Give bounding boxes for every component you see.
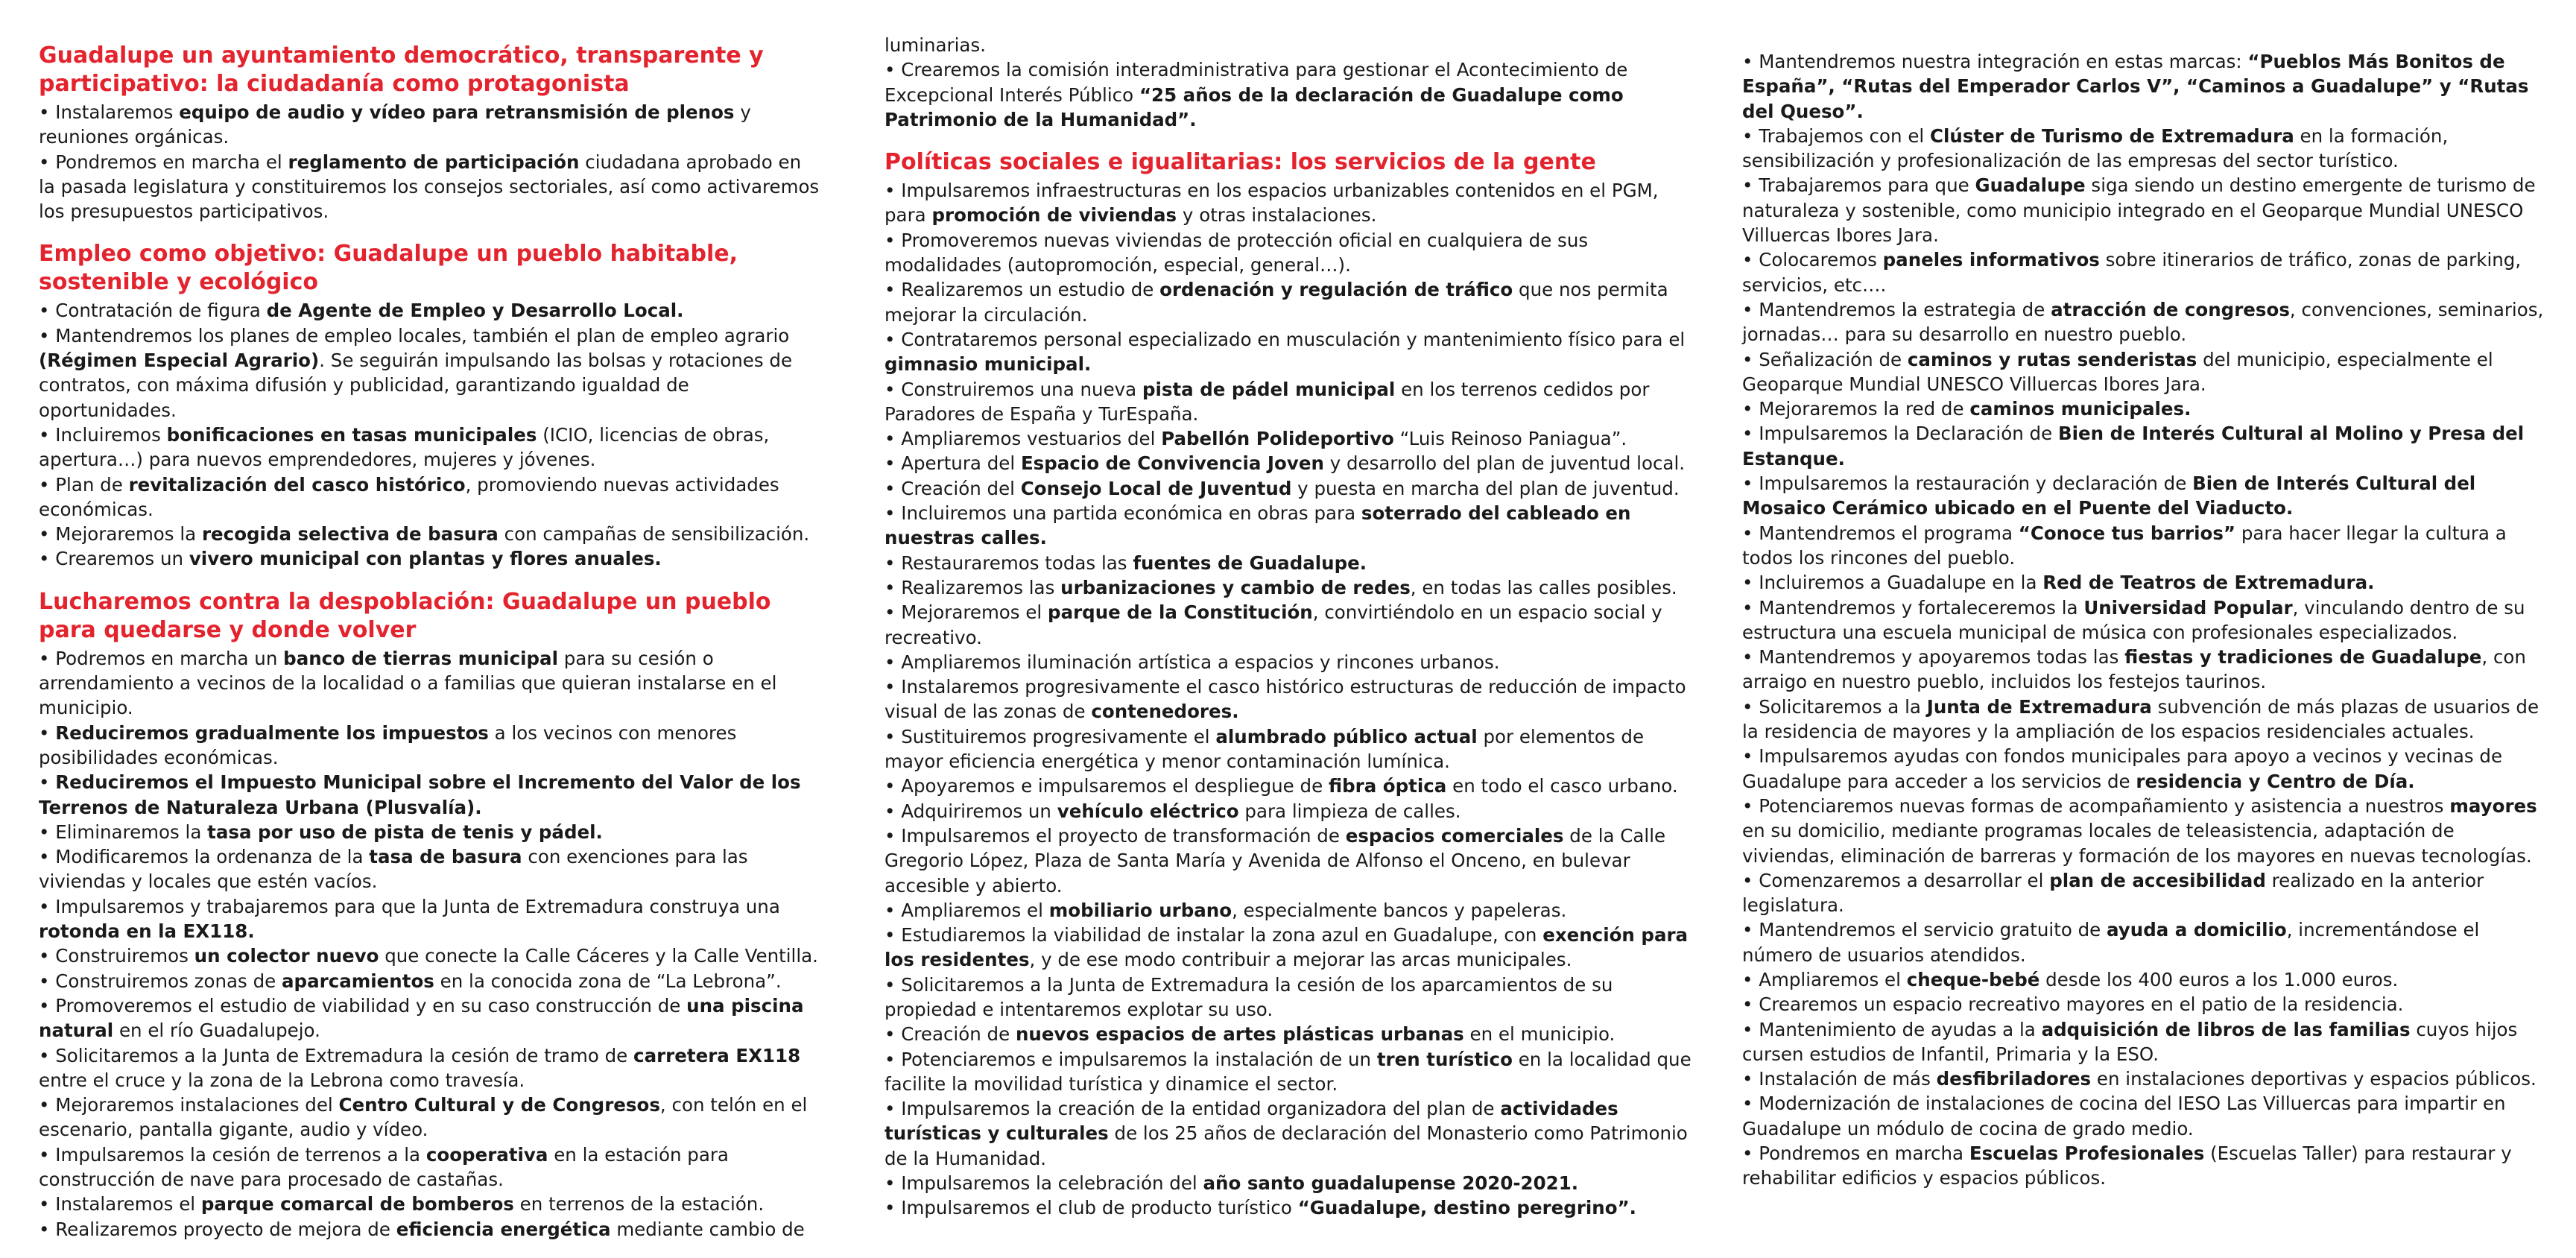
item-text-bold: Consejo Local de Juventud bbox=[1020, 477, 1292, 499]
item-text-bold: desfibriladores bbox=[1936, 1068, 2092, 1090]
item-text: • Sustituiremos progresivamente el bbox=[884, 725, 1216, 747]
item-text: • Instalaremos progresivamente el casco histórico estructuras de reducción de impacto visual de las zonas de bbox=[884, 676, 1686, 723]
list-item bbox=[39, 1043, 823, 1093]
item-text: • Modificaremos la ordenanza de la bbox=[39, 846, 370, 868]
item-text: , incrementándose el número de usuarios atendidos. bbox=[1742, 919, 2480, 966]
list-item bbox=[1742, 744, 2547, 794]
list-item bbox=[1742, 49, 2547, 124]
list-item bbox=[884, 774, 1693, 798]
item-text: • Mejoraremos el bbox=[884, 601, 1048, 624]
item-text-bold: vehículo eléctrico bbox=[1057, 800, 1239, 822]
item-text: entre el cruce y la zona de la Lebrona como travesía. bbox=[39, 1069, 525, 1091]
item-text: • Contrataremos personal especializado en musculación y mantenimiento físico para el bbox=[884, 328, 1686, 350]
list-item bbox=[39, 100, 823, 150]
list-item bbox=[884, 575, 1693, 600]
item-text-bold: nuevos espacios de artes plásticas urbanas bbox=[1015, 1023, 1464, 1046]
item-text: , y de ese modo contribuir a mejorar las arcas municipales. bbox=[1029, 949, 1572, 971]
item-text: • Solicitaremos a la bbox=[1742, 695, 1927, 718]
section bbox=[39, 588, 823, 1242]
item-text: • Mantendremos los planes de empleo locales, también el plan de empleo agrario bbox=[39, 324, 790, 347]
item-text: en los terrenos cedidos por Paradores de España y TurEspaña. bbox=[884, 378, 1650, 425]
item-text-bold: un colector nuevo bbox=[194, 945, 379, 967]
item-text: • Apoyaremos e impulsaremos el despliegue de bbox=[884, 775, 1329, 797]
item-text: • Realizaremos proyecto de mejora de bbox=[39, 1218, 396, 1240]
list-item bbox=[884, 451, 1693, 475]
list-item bbox=[39, 894, 823, 944]
item-text: • Crearemos un bbox=[39, 548, 189, 570]
item-text-bold: una piscina natural bbox=[39, 994, 804, 1042]
item-text-bold: urbanizaciones y cambio de redes bbox=[1060, 576, 1411, 598]
item-text-bold: parque de la Constitución bbox=[1048, 601, 1313, 624]
item-text: • Contratación de figura bbox=[39, 300, 267, 322]
item-text-bold: alumbrado público actual bbox=[1215, 725, 1478, 747]
list-item bbox=[1742, 595, 2547, 645]
list-item bbox=[39, 522, 823, 546]
section bbox=[39, 240, 823, 571]
list-item bbox=[1742, 1091, 2547, 1141]
item-text: que conecte la Calle Cáceres y la Calle Ventilla. bbox=[379, 945, 818, 967]
item-text-bold: cooperativa bbox=[425, 1143, 548, 1166]
item-text: • Plan de bbox=[39, 473, 129, 496]
section-heading: Políticas sociales e igualitarias: los servicios de la gente bbox=[884, 149, 1596, 176]
list-item bbox=[39, 1142, 823, 1192]
list-item bbox=[884, 1096, 1693, 1171]
item-text: con campañas de sensibilización. bbox=[498, 523, 810, 546]
item-text: • Instalaremos el bbox=[39, 1193, 201, 1216]
item-text: , en todas las calles posibles. bbox=[1410, 576, 1677, 598]
item-text: mediante cambio de bbox=[610, 1218, 805, 1240]
list-item bbox=[884, 973, 1693, 1022]
item-text: • Mantendremos y apoyaremos todas las bbox=[1742, 646, 2125, 668]
item-text: , con telón en el escenario, pantalla gigante, audio y vídeo. bbox=[39, 1094, 808, 1141]
column-1 bbox=[39, 42, 823, 1258]
list-item bbox=[1742, 521, 2547, 571]
item-text: • Construiremos bbox=[39, 945, 194, 967]
list-item bbox=[884, 1022, 1693, 1046]
list-item bbox=[884, 327, 1693, 377]
list-item bbox=[1742, 247, 2547, 297]
list-item bbox=[884, 551, 1693, 575]
list-item bbox=[39, 969, 823, 993]
item-text: • Crearemos un espacio recreativo mayores en el patio de la residencia. bbox=[1742, 993, 2404, 1016]
list-item bbox=[884, 33, 1693, 57]
list-item bbox=[1742, 794, 2547, 868]
item-text: • Trabajaremos para que bbox=[1742, 174, 1975, 197]
item-text: • Mantendremos el programa bbox=[1742, 522, 2019, 544]
item-text-bold: actividades turísticas y culturales bbox=[884, 1098, 1618, 1145]
item-text: • Comenzaremos a desarrollar el bbox=[1742, 869, 2050, 891]
list-item bbox=[884, 178, 1693, 228]
item-text: a los vecinos con menores posibilidades económicas. bbox=[39, 721, 737, 768]
item-text-bold: Universidad Popular bbox=[2083, 596, 2293, 619]
list-item bbox=[39, 646, 823, 721]
list-item bbox=[1742, 471, 2547, 521]
list-item bbox=[884, 650, 1693, 674]
item-text: ciudadana aprobado en la pasada legislatura y constituiremos los consejos sectoriales, así como activaremos los presupuestos participativos. bbox=[39, 151, 820, 223]
list-item bbox=[1742, 347, 2547, 397]
item-text-bold: mobiliario urbano bbox=[1048, 899, 1232, 921]
item-text-bold: Guadalupe bbox=[1975, 174, 2086, 197]
item-text: • Solicitaremos a la Junta de Extremadura la cesión de tramo de bbox=[39, 1044, 634, 1066]
item-text: “Luis Reinoso Paniagua”. bbox=[1393, 428, 1627, 450]
item-text: • Eliminaremos la bbox=[39, 821, 208, 843]
item-text: realizado en la anterior legislatura. bbox=[1742, 869, 2484, 917]
item-text: • Modernización de instalaciones de cocina del IESO Las Villuercas para impartir en Guadalupe un módulo de cocina de grado medio. bbox=[1742, 1093, 2506, 1140]
list-item bbox=[1742, 695, 2547, 745]
item-text-bold: residencia y Centro de Día. bbox=[2136, 770, 2415, 792]
item-text: , promoviendo nuevas actividades económicas. bbox=[39, 473, 779, 520]
item-text: • Impulsaremos el club de producto turístico bbox=[884, 1197, 1298, 1219]
item-text: en instalaciones deportivas y espacios públicos. bbox=[2091, 1068, 2537, 1090]
item-text-bold: gimnasio municipal. bbox=[884, 353, 1092, 376]
item-text: • Potenciaremos e impulsaremos la instalación de un bbox=[884, 1048, 1377, 1070]
item-text-bold: cheque-bebé bbox=[1906, 968, 2040, 990]
list-item bbox=[39, 150, 823, 224]
section-heading: Empleo como objetivo: Guadalupe un pueblo habitable, sostenible y ecológico bbox=[39, 241, 738, 296]
list-item bbox=[39, 423, 823, 472]
item-text-bold: de Agente de Empleo y Desarrollo Local. bbox=[266, 300, 684, 322]
item-text: • Mantendremos el servicio gratuito de bbox=[1742, 919, 2107, 941]
item-text: • Solicitaremos a la Junta de Extremadura la cesión de los aparcamientos de su propiedad e intentaremos explotar su uso. bbox=[884, 973, 1613, 1020]
item-text: • Creación del bbox=[884, 477, 1021, 499]
list-item bbox=[1742, 396, 2547, 421]
item-text: que nos permita mejorar la circulación. bbox=[884, 279, 1668, 326]
item-text-bold: caminos y rutas senderistas bbox=[1907, 348, 2197, 370]
item-text: • Impulsaremos infraestructuras en los espacios urbanizables contenidos en el PGM, para bbox=[884, 180, 1659, 227]
item-text-bold: ayuda a domicilio bbox=[2107, 919, 2287, 941]
item-text: • Ampliaremos el bbox=[884, 899, 1049, 921]
item-text-bold: exención para los residentes bbox=[884, 924, 1689, 971]
item-text: • Impulsaremos ayudas con fondos municipales para apoyo a vecinos y vecinas de Guadalupe para acceder a los servicios de bbox=[1742, 745, 2503, 792]
list-item bbox=[39, 1093, 823, 1142]
list-item bbox=[884, 898, 1693, 923]
item-text-bold: vivero municipal con plantas y flores anuales. bbox=[189, 548, 662, 570]
item-text: • Podremos en marcha un bbox=[39, 647, 284, 669]
item-text: • Impulsaremos la restauración y declaración de bbox=[1742, 472, 2193, 495]
item-text-bold: Espacio de Convivencia Joven bbox=[1020, 452, 1324, 475]
list-item bbox=[39, 1192, 823, 1216]
item-text: en todo el casco urbano. bbox=[1446, 775, 1678, 797]
list-item bbox=[39, 298, 823, 323]
item-text: • Señalización de bbox=[1742, 348, 1908, 370]
item-text-bold: mayores bbox=[2449, 794, 2537, 817]
item-text-bold: parque comarcal de bomberos bbox=[200, 1193, 514, 1216]
list-item bbox=[884, 57, 1693, 132]
item-text: • Impulsaremos y trabajaremos para que la Junta de Extremadura construya una bbox=[39, 895, 780, 917]
item-text-bold: espacios comerciales bbox=[1345, 824, 1564, 847]
item-text: para limpieza de calles. bbox=[1238, 800, 1461, 822]
item-text: • Construiremos una nueva bbox=[884, 378, 1142, 400]
item-text: • Crearemos la comisión interadministrativa para gestionar el Acontecimiento de Excepcional Interés Público bbox=[884, 59, 1628, 106]
item-text-bold: aparcamientos bbox=[282, 970, 434, 992]
item-text-bold: adquisición de libros de las familias bbox=[2041, 1018, 2411, 1040]
list-item bbox=[1742, 1141, 2547, 1191]
item-text-bold: revitalización del casco histórico bbox=[128, 473, 466, 496]
item-text: en su domicilio, mediante programas locales de teleasistencia, adaptación de viviendas, eliminación de barreras y formación de los mayores en nuevas tecnologías. bbox=[1742, 820, 2532, 867]
item-text: • bbox=[39, 721, 56, 744]
item-text: • Apertura del bbox=[884, 452, 1021, 475]
item-text-bold: fuentes de Guadalupe. bbox=[1133, 551, 1367, 574]
item-text: , convenciones, seminarios, jornadas… para su desarrollo en nuestro pueblo. bbox=[1742, 298, 2544, 346]
list-item bbox=[1742, 868, 2547, 918]
list-item bbox=[884, 426, 1693, 451]
section bbox=[1742, 49, 2547, 1191]
section bbox=[884, 148, 1693, 1220]
item-text-bold: “25 años de la declaración de Guadalupe como Patrimonio de la Humanidad”. bbox=[884, 83, 1624, 130]
list-item bbox=[39, 323, 823, 423]
list-item bbox=[1742, 297, 2547, 347]
item-text: y puesta en marcha del plan de juventud. bbox=[1291, 477, 1680, 499]
item-text: • Incluiremos a Guadalupe en la bbox=[1742, 572, 2043, 594]
list-item bbox=[39, 546, 823, 571]
item-text-bold: “Conoce tus barrios” bbox=[2018, 522, 2236, 544]
item-text: • Ampliaremos el bbox=[1742, 968, 1907, 990]
item-text-bold: Bien de Interés Cultural al Molino y Presa del Estanque. bbox=[1742, 423, 2525, 470]
item-text-bold: rotonda en la EX118. bbox=[39, 920, 255, 943]
item-text-bold: ordenación y regulación de tráfico bbox=[1159, 279, 1513, 301]
item-text: con exenciones para las viviendas y locales que estén vacíos. bbox=[39, 846, 748, 893]
item-text: y desarrollo del plan de juventud local. bbox=[1323, 452, 1686, 475]
item-text: • Impulsaremos la celebración del bbox=[884, 1172, 1203, 1195]
list-item bbox=[884, 799, 1693, 824]
list-item bbox=[884, 674, 1693, 724]
item-text-bold: Escuelas Profesionales bbox=[1969, 1142, 2205, 1165]
item-text: • Restauraremos todas las bbox=[884, 551, 1133, 574]
column-2 bbox=[884, 33, 1693, 1237]
list-item bbox=[1742, 1017, 2547, 1067]
item-text: • Promoveremos el estudio de viabilidad y en su caso construcción de bbox=[39, 994, 687, 1017]
item-text-bold: paneles informativos bbox=[1882, 249, 2100, 271]
list-item bbox=[39, 770, 823, 820]
list-item bbox=[1742, 421, 2547, 471]
list-item bbox=[884, 377, 1693, 427]
item-text-bold: “Pueblos Más Bonitos de España”, “Rutas del Emperador Carlos V”, “Caminos a Guadalupe” y “Rutas del Queso”. bbox=[1742, 51, 2529, 122]
item-text: en el municipio. bbox=[1463, 1023, 1615, 1046]
item-text-bold: tren turístico bbox=[1376, 1048, 1513, 1070]
item-text: desde los 400 euros a los 1.000 euros. bbox=[2039, 968, 2399, 990]
list-item bbox=[1742, 1066, 2547, 1091]
item-text: para hacer llegar la cultura a todos los rincones del pueblo. bbox=[1742, 522, 2507, 569]
item-text-bold: bonificaciones en tasas municipales bbox=[166, 423, 537, 446]
item-text: en la formación, sensibilización y profesionalización de las empresas del sector turístico. bbox=[1742, 124, 2449, 172]
item-text: , especialmente bancos y papeleras. bbox=[1232, 899, 1567, 921]
item-text: de la Calle Gregorio López, Plaza de Santa María y Avenida de Alfonso el Onceno, en bulevar accesible y abierto. bbox=[884, 824, 1666, 897]
item-text: • Construiremos zonas de bbox=[39, 970, 282, 992]
item-text-bold: Red de Teatros de Extremadura. bbox=[2042, 572, 2375, 594]
item-text-bold: “Guadalupe, destino peregrino”. bbox=[1297, 1197, 1636, 1219]
list-item bbox=[1742, 645, 2547, 695]
item-text: en la estación para construcción de nave para procesado de castañas. bbox=[39, 1143, 729, 1190]
list-item bbox=[39, 844, 823, 894]
item-text-bold: atracción de congresos bbox=[2051, 298, 2290, 320]
item-text: • Incluiremos bbox=[39, 423, 167, 446]
item-text: y reuniones orgánicas. bbox=[39, 101, 751, 148]
item-text: • Potenciaremos nuevas formas de acompañamiento y asistencia a nuestros bbox=[1742, 794, 2450, 817]
item-text: • Mejoraremos instalaciones del bbox=[39, 1094, 339, 1116]
item-text: • Promoveremos nuevas viviendas de protección oficial en cualquiera de sus modalidades (autopromoción, especial, general…). bbox=[884, 229, 1589, 276]
list-item bbox=[884, 1047, 1693, 1097]
section-heading: Lucharemos contra la despoblación: Guadalupe un pueblo para quedarse y donde volver bbox=[39, 588, 771, 643]
item-text-bold: (Régimen Especial Agrario) bbox=[39, 350, 320, 372]
section bbox=[884, 33, 1693, 132]
item-text: • Creación de bbox=[884, 1023, 1016, 1046]
list-item bbox=[1742, 173, 2547, 247]
item-text: • Pondremos en marcha el bbox=[39, 151, 288, 173]
list-item bbox=[39, 721, 823, 771]
item-text: en terrenos de la estación. bbox=[513, 1193, 765, 1216]
item-text: • Incluiremos una partida económica en obras para bbox=[884, 502, 1361, 525]
item-text-bold: año santo guadalupense 2020-2021. bbox=[1203, 1172, 1579, 1195]
item-text: de los 25 años de declaración del Monasterio como Patrimonio de la Humanidad. bbox=[884, 1122, 1688, 1169]
item-text-bold: caminos municipales. bbox=[1969, 398, 2192, 420]
item-text: cuyos hijos cursen estudios de Infantil, Primaria y la ESO. bbox=[1742, 1018, 2518, 1065]
item-text: en la conocida zona de “La Lebrona”. bbox=[434, 970, 782, 992]
list-item bbox=[884, 724, 1693, 774]
item-text-bold: Junta de Extremadura bbox=[1926, 695, 2152, 718]
item-text: • Instalaremos bbox=[39, 101, 180, 123]
list-item bbox=[39, 1217, 823, 1242]
item-text: subvención de más plazas de usuarios de la residencia de mayores y la ampliación de los espacios residenciales actuales. bbox=[1742, 695, 2539, 743]
list-item bbox=[884, 600, 1693, 650]
item-text: • Realizaremos un estudio de bbox=[884, 279, 1160, 301]
item-text: , vinculando dentro de su estructura una escuela municipal de música con profesionales especializados. bbox=[1742, 596, 2525, 643]
item-text-bold: Reduciremos gradualmente los impuestos bbox=[55, 721, 489, 744]
item-text-bold: recogida selectiva de basura bbox=[201, 523, 499, 546]
list-item bbox=[884, 501, 1693, 551]
item-text: y otras instalaciones. bbox=[1177, 204, 1377, 227]
item-text: • Estudiaremos la viabilidad de instalar la zona azul en Guadalupe, con bbox=[884, 924, 1543, 946]
item-text-bold: reglamento de participación bbox=[288, 151, 580, 173]
item-text: • Mejoraremos la bbox=[39, 523, 202, 546]
list-item bbox=[884, 1171, 1693, 1195]
item-text-bold: Clúster de Turismo de Extremadura bbox=[1930, 124, 2294, 147]
list-item bbox=[884, 923, 1693, 973]
item-text-bold: Pabellón Polideportivo bbox=[1161, 428, 1394, 450]
item-text: , con arraigo en nuestro pueblo, incluidos los festejos taurinos. bbox=[1742, 646, 2526, 693]
list-item bbox=[1742, 124, 2547, 174]
list-item bbox=[884, 476, 1693, 501]
item-text-bold: equipo de audio y vídeo para retransmisión de plenos bbox=[179, 101, 735, 123]
section bbox=[39, 42, 823, 224]
item-text-bold: fiestas y tradiciones de Guadalupe bbox=[2124, 646, 2482, 668]
item-text-bold: eficiencia energética bbox=[396, 1218, 611, 1240]
item-text: por elementos de mayor eficiencia energética y menor contaminación lumínica. bbox=[884, 725, 1645, 773]
list-item bbox=[1742, 917, 2547, 967]
list-item bbox=[39, 820, 823, 844]
item-text: • Mantendremos nuestra integración en estas marcas: bbox=[1742, 51, 2248, 72]
item-text: • Mantenimiento de ayudas a la bbox=[1742, 1018, 2042, 1040]
item-text: • Mantendremos y fortaleceremos la bbox=[1742, 596, 2084, 619]
item-text-bold: banco de tierras municipal bbox=[283, 647, 558, 669]
item-text-bold: plan de accesibilidad bbox=[2049, 869, 2266, 891]
item-text: • Adquiriremos un bbox=[884, 800, 1057, 822]
item-text: • Impulsaremos el proyecto de transformación de bbox=[884, 824, 1346, 847]
item-text: (ICIO, licencias de obras, apertura…) para nuevos emprendedores, mujeres y jóvenes. bbox=[39, 423, 770, 471]
item-text: • Realizaremos las bbox=[884, 576, 1061, 598]
item-text: siga siendo un destino emergente de turismo de naturaleza y sostenible, como municipio integrado en el Geoparque Mundial UNESCO Villuercas Ibores Jara. bbox=[1742, 174, 2536, 247]
item-text: del municipio, especialmente el Geoparque Mundial UNESCO Villuercas Ibores Jara. bbox=[1742, 348, 2493, 395]
item-text-bold: tasa por uso de pista de tenis y pádel. bbox=[207, 821, 603, 843]
item-text-bold: fibra óptica bbox=[1328, 775, 1447, 797]
item-text-bold: contenedores. bbox=[1091, 701, 1239, 723]
item-text: • Ampliaremos iluminación artística a espacios y rincones urbanos. bbox=[884, 651, 1500, 673]
item-text: • Impulsaremos la cesión de terrenos a la bbox=[39, 1143, 426, 1166]
item-text: • Mejoraremos la red de bbox=[1742, 398, 1970, 420]
item-text: sobre itinerarios de tráfico, zonas de parking, servicios, etc…. bbox=[1742, 249, 2522, 296]
item-text-bold: tasa de basura bbox=[369, 846, 522, 868]
list-item bbox=[884, 277, 1693, 327]
item-text: • Impulsaremos la Declaración de bbox=[1742, 423, 2058, 445]
list-item bbox=[1742, 967, 2547, 992]
item-text-bold: Bien de Interés Cultural del Mosaico Cerámico ubicado en el Puente del Viaducto. bbox=[1742, 472, 2476, 519]
item-text: • Ampliaremos vestuarios del bbox=[884, 428, 1162, 450]
list-item bbox=[884, 824, 1693, 898]
item-text: • Instalación de más bbox=[1742, 1068, 1937, 1090]
item-text-bold: Centro Cultural y de Congresos bbox=[338, 1094, 660, 1116]
list-item bbox=[39, 943, 823, 968]
item-text: • Mantendremos la estrategia de bbox=[1742, 298, 2051, 320]
item-text: . Se seguirán impulsando las bolsas y rotaciones de contratos, con máxima difusión y publicidad, garantizando igualdad de oportunidades. bbox=[39, 350, 793, 421]
list-item bbox=[884, 1195, 1693, 1220]
item-text: • Trabajemos con el bbox=[1742, 124, 1930, 147]
item-text-bold: promoción de viviendas bbox=[931, 204, 1177, 227]
item-text: (Escuelas Taller) para restaurar y rehabilitar edificios y espacios públicos. bbox=[1742, 1142, 2512, 1189]
item-text-bold: Reduciremos el Impuesto Municipal sobre el Incremento del Valor de los Terrenos de Naturaleza Urbana (Plusvalía). bbox=[39, 771, 801, 818]
section-heading: Guadalupe un ayuntamiento democrático, transparente y participativo: la ciudadanía como protagonista bbox=[39, 42, 764, 97]
item-text: en la localidad que facilite la movilidad turística y dinamice el sector. bbox=[884, 1048, 1692, 1095]
list-item bbox=[39, 472, 823, 522]
item-text: • bbox=[39, 771, 56, 794]
list-item bbox=[39, 993, 823, 1043]
item-text-bold: pista de pádel municipal bbox=[1142, 378, 1396, 400]
column-3 bbox=[1742, 49, 2547, 1207]
item-text-bold: soterrado del cableado en nuestras calles. bbox=[884, 502, 1631, 549]
list-item bbox=[1742, 992, 2547, 1017]
item-text: , convirtiéndolo en un espacio social y recreativo. bbox=[884, 601, 1662, 648]
item-text: • Colocaremos bbox=[1742, 249, 1883, 271]
item-text: • Pondremos en marcha bbox=[1742, 1142, 1969, 1165]
item-text: en el río Guadalupejo. bbox=[113, 1020, 320, 1042]
item-text: • Impulsaremos la creación de la entidad organizadora del plan de bbox=[884, 1098, 1501, 1120]
list-item bbox=[1742, 570, 2547, 595]
item-text: luminarias. bbox=[884, 34, 986, 56]
item-text-bold: carretera EX118 bbox=[633, 1044, 801, 1066]
list-item bbox=[884, 228, 1693, 278]
item-text: para su cesión o arrendamiento a vecinos de la localidad o a familias que quieran instalarse en el municipio. bbox=[39, 647, 777, 719]
